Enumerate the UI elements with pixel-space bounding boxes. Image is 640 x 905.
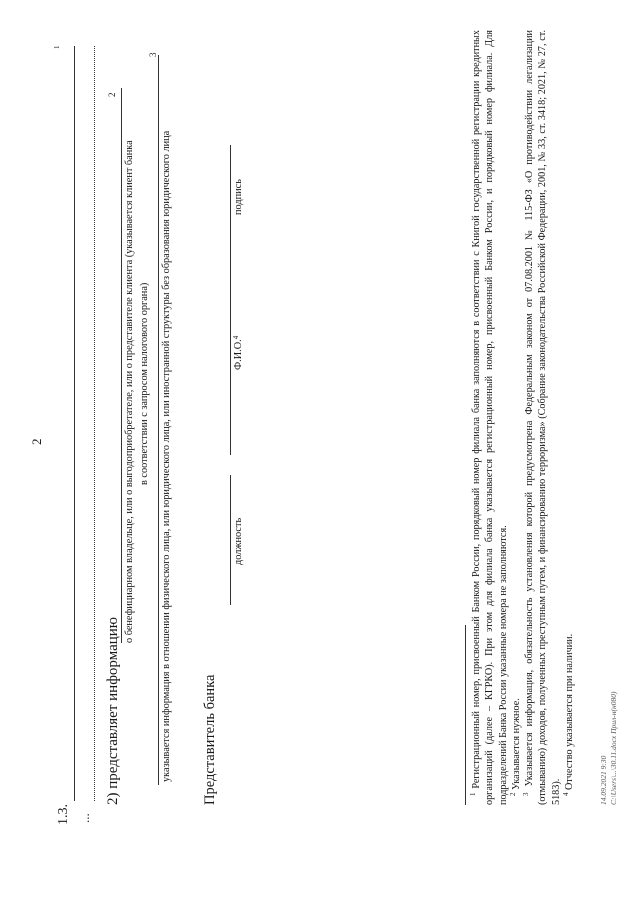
- ellipsis: ...: [77, 813, 92, 823]
- footnote-4-number: 4: [562, 792, 571, 796]
- subject-info-underline: [158, 55, 159, 785]
- footnote-3-number: 3: [522, 792, 531, 796]
- section-2-heading: 2) представляет информацию: [105, 616, 121, 805]
- section-2-underline: [121, 88, 122, 643]
- footnote-3-text: Указывается информация, обязательность установления которой предусмотрена Федеральным законом от 07.08.2001 № 115-ФЗ «О противодействии легализации (отмыванию) доходов, полученных преступным путем, и финансированию терроризма» (Собрание законодательства Российской Федерации, 2001, № 33, ст. 3418; 2021, № 27, ст. 5183).: [524, 29, 562, 805]
- position-caption: должность: [233, 517, 244, 565]
- beneficiary-caption-1: о бенефициарном владельце, или о выгодоприобретателе, или о представителе клиента (указывается клиент банка: [124, 140, 135, 643]
- footnote-mark-4: 4: [232, 335, 240, 340]
- footnote-mark-1: 1: [53, 45, 61, 49]
- footnote-2-text: Указывается нужное.: [510, 698, 522, 790]
- signature-line: [230, 145, 231, 265]
- footnote-mark-2: 2: [107, 92, 117, 97]
- footnote-4-text: Отчество указывается при наличии.: [564, 633, 576, 790]
- item-1-3-underline: [74, 46, 75, 801]
- footnote-2-number: 2: [508, 792, 517, 796]
- fio-caption-text: Ф.И.О.: [233, 339, 244, 370]
- file-stamp-path: C:\Users\...\30.11.docx Прил-н(н080): [609, 691, 618, 805]
- item-1-3-label: 1.3.: [56, 804, 71, 825]
- footnote-3: [523, 30, 563, 805]
- signature-caption: подпись: [233, 179, 244, 215]
- position-line: [230, 475, 231, 605]
- footnote-1: [470, 30, 510, 805]
- bank-representative-label: Представитель банка: [202, 674, 218, 805]
- footnote-4: [563, 30, 576, 805]
- footnotes-block: [470, 30, 576, 805]
- footnote-1-text: Регистрационный номер, присвоенный Банком России, порядковый номер филиала банка заполняются в соответствии с Книгой государственной регистрации кредитных организаций (далее – КГРКО). При этом для филиала банка указывается регистрационный номер, присвоенный Банком России, и порядковый номер филиала. Для подразделений Банка России указанные номера не заполняются.: [471, 30, 509, 805]
- continuation-underline: [94, 46, 95, 801]
- footnote-mark-3: 3: [148, 52, 158, 57]
- beneficiary-caption-2: в соответствии с запросом налогового органа): [139, 282, 150, 485]
- file-stamp-date: 14.09.2021 9:30: [599, 755, 608, 805]
- fio-caption: [233, 336, 245, 370]
- subject-info-caption: указывается информация в отношении физического лица, или юридического лица, или иностранной структуры без образования юридического лица: [161, 130, 172, 782]
- page-number: 2: [29, 438, 44, 445]
- footnote-1-number: 1: [469, 792, 477, 796]
- footnote-2: [510, 30, 523, 805]
- footnote-separator: [465, 625, 466, 805]
- fio-line: [230, 240, 231, 455]
